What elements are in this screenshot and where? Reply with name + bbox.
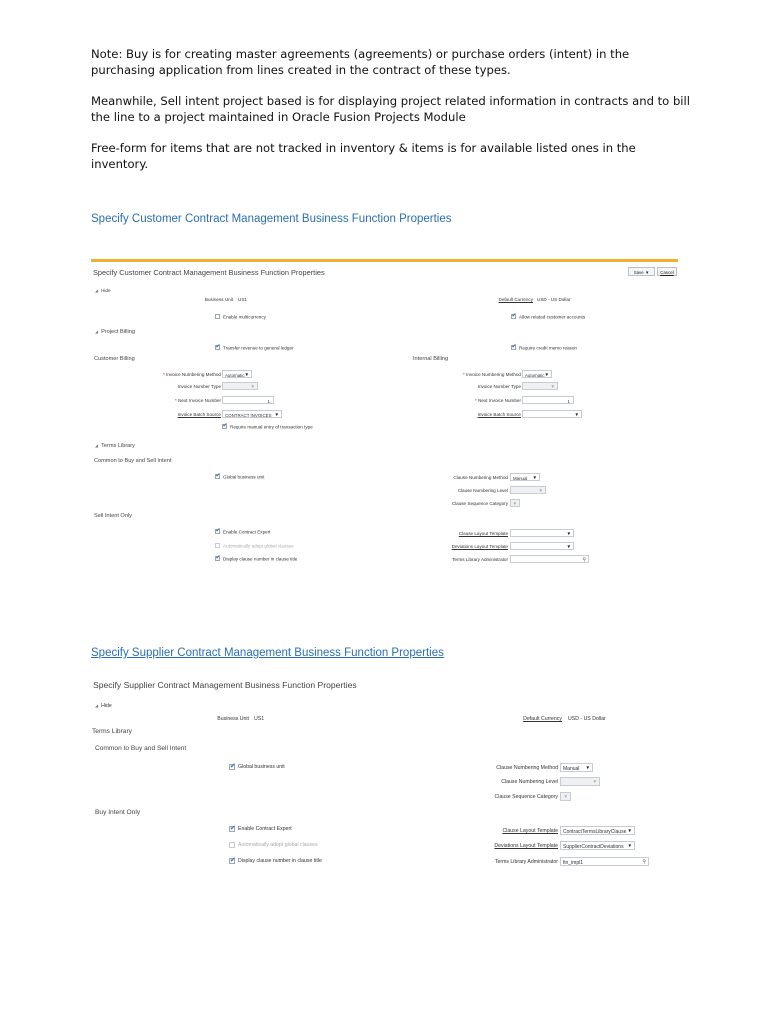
- supplier-properties-panel: [91, 678, 678, 878]
- collapse-triangle-icon: ◢: [95, 329, 99, 334]
- customer-billing-header: Customer Billing: [94, 356, 135, 362]
- clause-numbering-level-select[interactable]: [510, 486, 546, 494]
- checkbox-checked-icon: [229, 858, 235, 864]
- search-icon[interactable]: ⚲: [642, 858, 646, 865]
- chevron-down-icon: ▼: [644, 270, 650, 275]
- auto-adopt-global-checkbox[interactable]: Automatically adopt global clauses: [229, 842, 318, 848]
- deviations-layout-template-label: Deviations Layout Template: [494, 843, 558, 849]
- clause-sequence-category-select[interactable]: [510, 499, 520, 507]
- allow-related-accounts-checkbox[interactable]: ✔ Allow related customer accounts: [511, 314, 585, 319]
- customer-section-heading: Specify Customer Contract Management Business Function Properties: [91, 213, 452, 225]
- chevron-down-icon: ▼: [250, 384, 255, 389]
- clause-layout-template-label: Clause Layout Template: [502, 828, 558, 834]
- terms-library-admin-label: Terms Library Administrator: [494, 859, 558, 865]
- clause-layout-template-select[interactable]: ContractTermsLibraryClause ▼: [560, 826, 635, 835]
- invoice-number-type-select[interactable]: [222, 382, 258, 390]
- checkbox-icon: [215, 543, 220, 548]
- checkbox-checked-icon: [229, 764, 235, 770]
- internal-invoice-numbering-method-select[interactable]: Automatic ▼: [522, 370, 552, 378]
- clause-numbering-level-label: Clause Numbering Level: [457, 488, 508, 493]
- cancel-button[interactable]: Cancel: [657, 267, 677, 276]
- require-manual-entry-checkbox[interactable]: ✔Require manual entry of transaction type: [222, 424, 313, 429]
- customer-properties-panel: [91, 259, 678, 594]
- clause-numbering-method-select[interactable]: Manual ▼: [510, 473, 540, 481]
- business-unit-value: US1: [238, 297, 247, 302]
- checkbox-checked-icon: [215, 474, 220, 479]
- collapse-triangle-icon: ◢: [95, 288, 99, 293]
- search-icon[interactable]: ⚲: [582, 556, 586, 563]
- default-currency-value: USD - US Dollar: [568, 716, 606, 722]
- clause-layout-template-label: Clause Layout Template: [458, 531, 508, 536]
- hide-toggle[interactable]: ◢ Hide: [95, 703, 112, 709]
- chevron-down-icon: ▼: [544, 372, 549, 377]
- checkbox-checked-icon: [222, 424, 227, 429]
- buy-intent-only-header: Buy Intent Only: [95, 809, 141, 816]
- checkbox-icon: [229, 842, 235, 848]
- internal-billing-header: Internal Billing: [413, 356, 449, 362]
- invoice-numbering-method-label: * Invoice Numbering Method: [163, 372, 221, 377]
- terms-library-header[interactable]: ◢ Terms Library: [95, 443, 135, 449]
- default-currency-value: USD - US Dollar: [537, 297, 571, 302]
- terms-library-admin-input[interactable]: [510, 555, 589, 563]
- internal-invoice-batch-source-select[interactable]: [522, 410, 582, 418]
- deviations-layout-template-label: Deviations Layout Template: [451, 544, 508, 549]
- notes-block: [91, 46, 691, 187]
- note-paragraph: Meanwhile, Sell intent project based is for displaying project related information in contracts and to bill the line to a project maintained in Oracle Fusion Projects Module: [91, 94, 690, 124]
- clause-numbering-level-label: Clause Numbering Level: [501, 779, 558, 785]
- checkbox-checked-icon: [511, 345, 516, 350]
- checkbox-checked-icon: [215, 556, 220, 561]
- default-currency-label: Default Currency: [523, 716, 562, 722]
- hide-toggle[interactable]: ◢ Hide: [95, 288, 111, 293]
- chevron-down-icon: ▼: [627, 828, 632, 833]
- internal-invoice-number-type-select[interactable]: [522, 382, 558, 390]
- next-invoice-number-label: * Next Invoice Number: [175, 398, 221, 403]
- deviations-layout-template-select[interactable]: SupplierContractDeviations ▼: [560, 841, 635, 850]
- transfer-revenue-checkbox[interactable]: ✔Transfer revenue to general ledger: [215, 345, 294, 350]
- invoice-batch-source-label: Invoice Batch Source: [177, 412, 221, 417]
- page-title: Specify Customer Contract Management Business Function Properties: [93, 268, 325, 277]
- display-clause-number-checkbox[interactable]: ✔Display clause number in clause title: [229, 858, 322, 864]
- deviations-layout-template-select[interactable]: [510, 542, 574, 550]
- internal-next-invoice-number-input[interactable]: 1: [522, 396, 574, 404]
- chevron-down-icon: ▼: [244, 372, 249, 377]
- sell-intent-only-header: Sell Intent Only: [94, 513, 132, 519]
- supplier-section-heading[interactable]: Specify Supplier Contract Management Business Function Properties: [91, 647, 444, 659]
- internal-invoice-number-type-label: Invoice Number Type: [477, 384, 521, 389]
- chevron-down-icon: ▼: [566, 531, 571, 536]
- terms-library-admin-label: Terms Library Administrator: [452, 557, 508, 562]
- require-credit-memo-checkbox[interactable]: ✔ Require credit memo reason: [511, 345, 577, 350]
- chevron-down-icon: ▼: [532, 475, 537, 480]
- terms-library-admin-input[interactable]: fin_impl1 ⚲: [560, 857, 649, 866]
- chevron-down-icon: ▼: [627, 843, 632, 848]
- chevron-down-icon: ▼: [512, 501, 517, 506]
- chevron-down-icon: ▼: [563, 794, 568, 799]
- invoice-number-type-label: Invoice Number Type: [177, 384, 221, 389]
- common-buy-sell-header: Common to Buy and Sell Intent: [94, 458, 172, 464]
- internal-next-invoice-number-label: * Next Invoice Number: [475, 398, 521, 403]
- clause-numbering-method-label: Clause Numbering Method: [496, 765, 558, 771]
- clause-numbering-level-select[interactable]: [560, 777, 600, 786]
- collapse-triangle-icon: ◢: [95, 703, 99, 708]
- chevron-down-icon: ▼: [566, 544, 571, 549]
- default-currency-label: Default Currency: [498, 297, 533, 302]
- display-clause-number-checkbox[interactable]: ✔Display clause number in clause title: [215, 556, 297, 561]
- project-billing-header[interactable]: ◢ Project Billing: [95, 329, 135, 335]
- clause-numbering-method-label: Clause Numbering Method: [453, 475, 508, 480]
- enable-multicurrency-checkbox[interactable]: Enable multicurrency: [215, 314, 266, 319]
- clause-sequence-category-select[interactable]: [560, 792, 571, 801]
- chevron-down-icon: ▼: [592, 779, 597, 784]
- checkbox-checked-icon: [215, 345, 220, 350]
- panel-accent-bar: [91, 259, 678, 262]
- business-unit-label: Business Unit: [204, 297, 233, 302]
- internal-invoice-batch-source-label: Invoice Batch Source: [477, 412, 521, 417]
- collapse-triangle-icon: ◢: [95, 443, 99, 448]
- checkbox-checked-icon: [229, 826, 235, 832]
- chevron-down-icon: ▼: [274, 412, 279, 417]
- business-unit-value: US1: [254, 716, 265, 722]
- chevron-down-icon: ▼: [550, 384, 555, 389]
- business-unit-label: Business Unit: [217, 716, 249, 722]
- next-invoice-number-input[interactable]: 1: [222, 396, 274, 404]
- invoice-numbering-method-select[interactable]: Automatic ▼: [222, 370, 252, 378]
- chevron-down-icon: ▼: [574, 412, 579, 417]
- global-business-unit-checkbox[interactable]: ✔Global business unit: [215, 474, 264, 479]
- checkbox-checked-icon: [215, 529, 220, 534]
- chevron-down-icon: ▼: [538, 488, 543, 493]
- note-paragraph: Note: Buy is for creating master agreements (agreements) or purchase orders (intent) in the purchasing application from lines created in the contract of these types.: [91, 47, 630, 77]
- save-button[interactable]: Save ▼: [628, 267, 655, 276]
- clause-layout-template-select[interactable]: [510, 529, 574, 537]
- common-buy-sell-header: Common to Buy and Sell Intent: [95, 745, 187, 752]
- clause-numbering-method-select[interactable]: Manual ▼: [560, 763, 593, 772]
- internal-invoice-numbering-method-label: * Invoice Numbering Method: [463, 372, 521, 377]
- enable-contract-expert-checkbox[interactable]: ✔Enable Contract Expert: [215, 529, 271, 534]
- clause-sequence-category-label: Clause Sequence Category: [451, 501, 508, 506]
- terms-library-header: Terms Library: [92, 728, 132, 735]
- note-paragraph: Free-form for items that are not tracked in inventory & items is for available listed ones in the inventory.: [91, 141, 636, 171]
- checkbox-checked-icon: [511, 314, 516, 319]
- enable-contract-expert-checkbox[interactable]: ✔Enable Contract Expert: [229, 826, 292, 832]
- chevron-down-icon: ▼: [585, 765, 590, 770]
- invoice-batch-source-select[interactable]: CONTRACT INVOICES ▼: [222, 410, 282, 418]
- global-business-unit-checkbox[interactable]: ✔Global business unit: [229, 764, 285, 770]
- page-title: Specify Supplier Contract Management Business Function Properties: [93, 680, 357, 690]
- auto-adopt-global-checkbox[interactable]: Automatically adopt global clauses: [215, 543, 293, 548]
- clause-sequence-category-label: Clause Sequence Category: [494, 794, 558, 800]
- checkbox-icon: [215, 314, 220, 319]
